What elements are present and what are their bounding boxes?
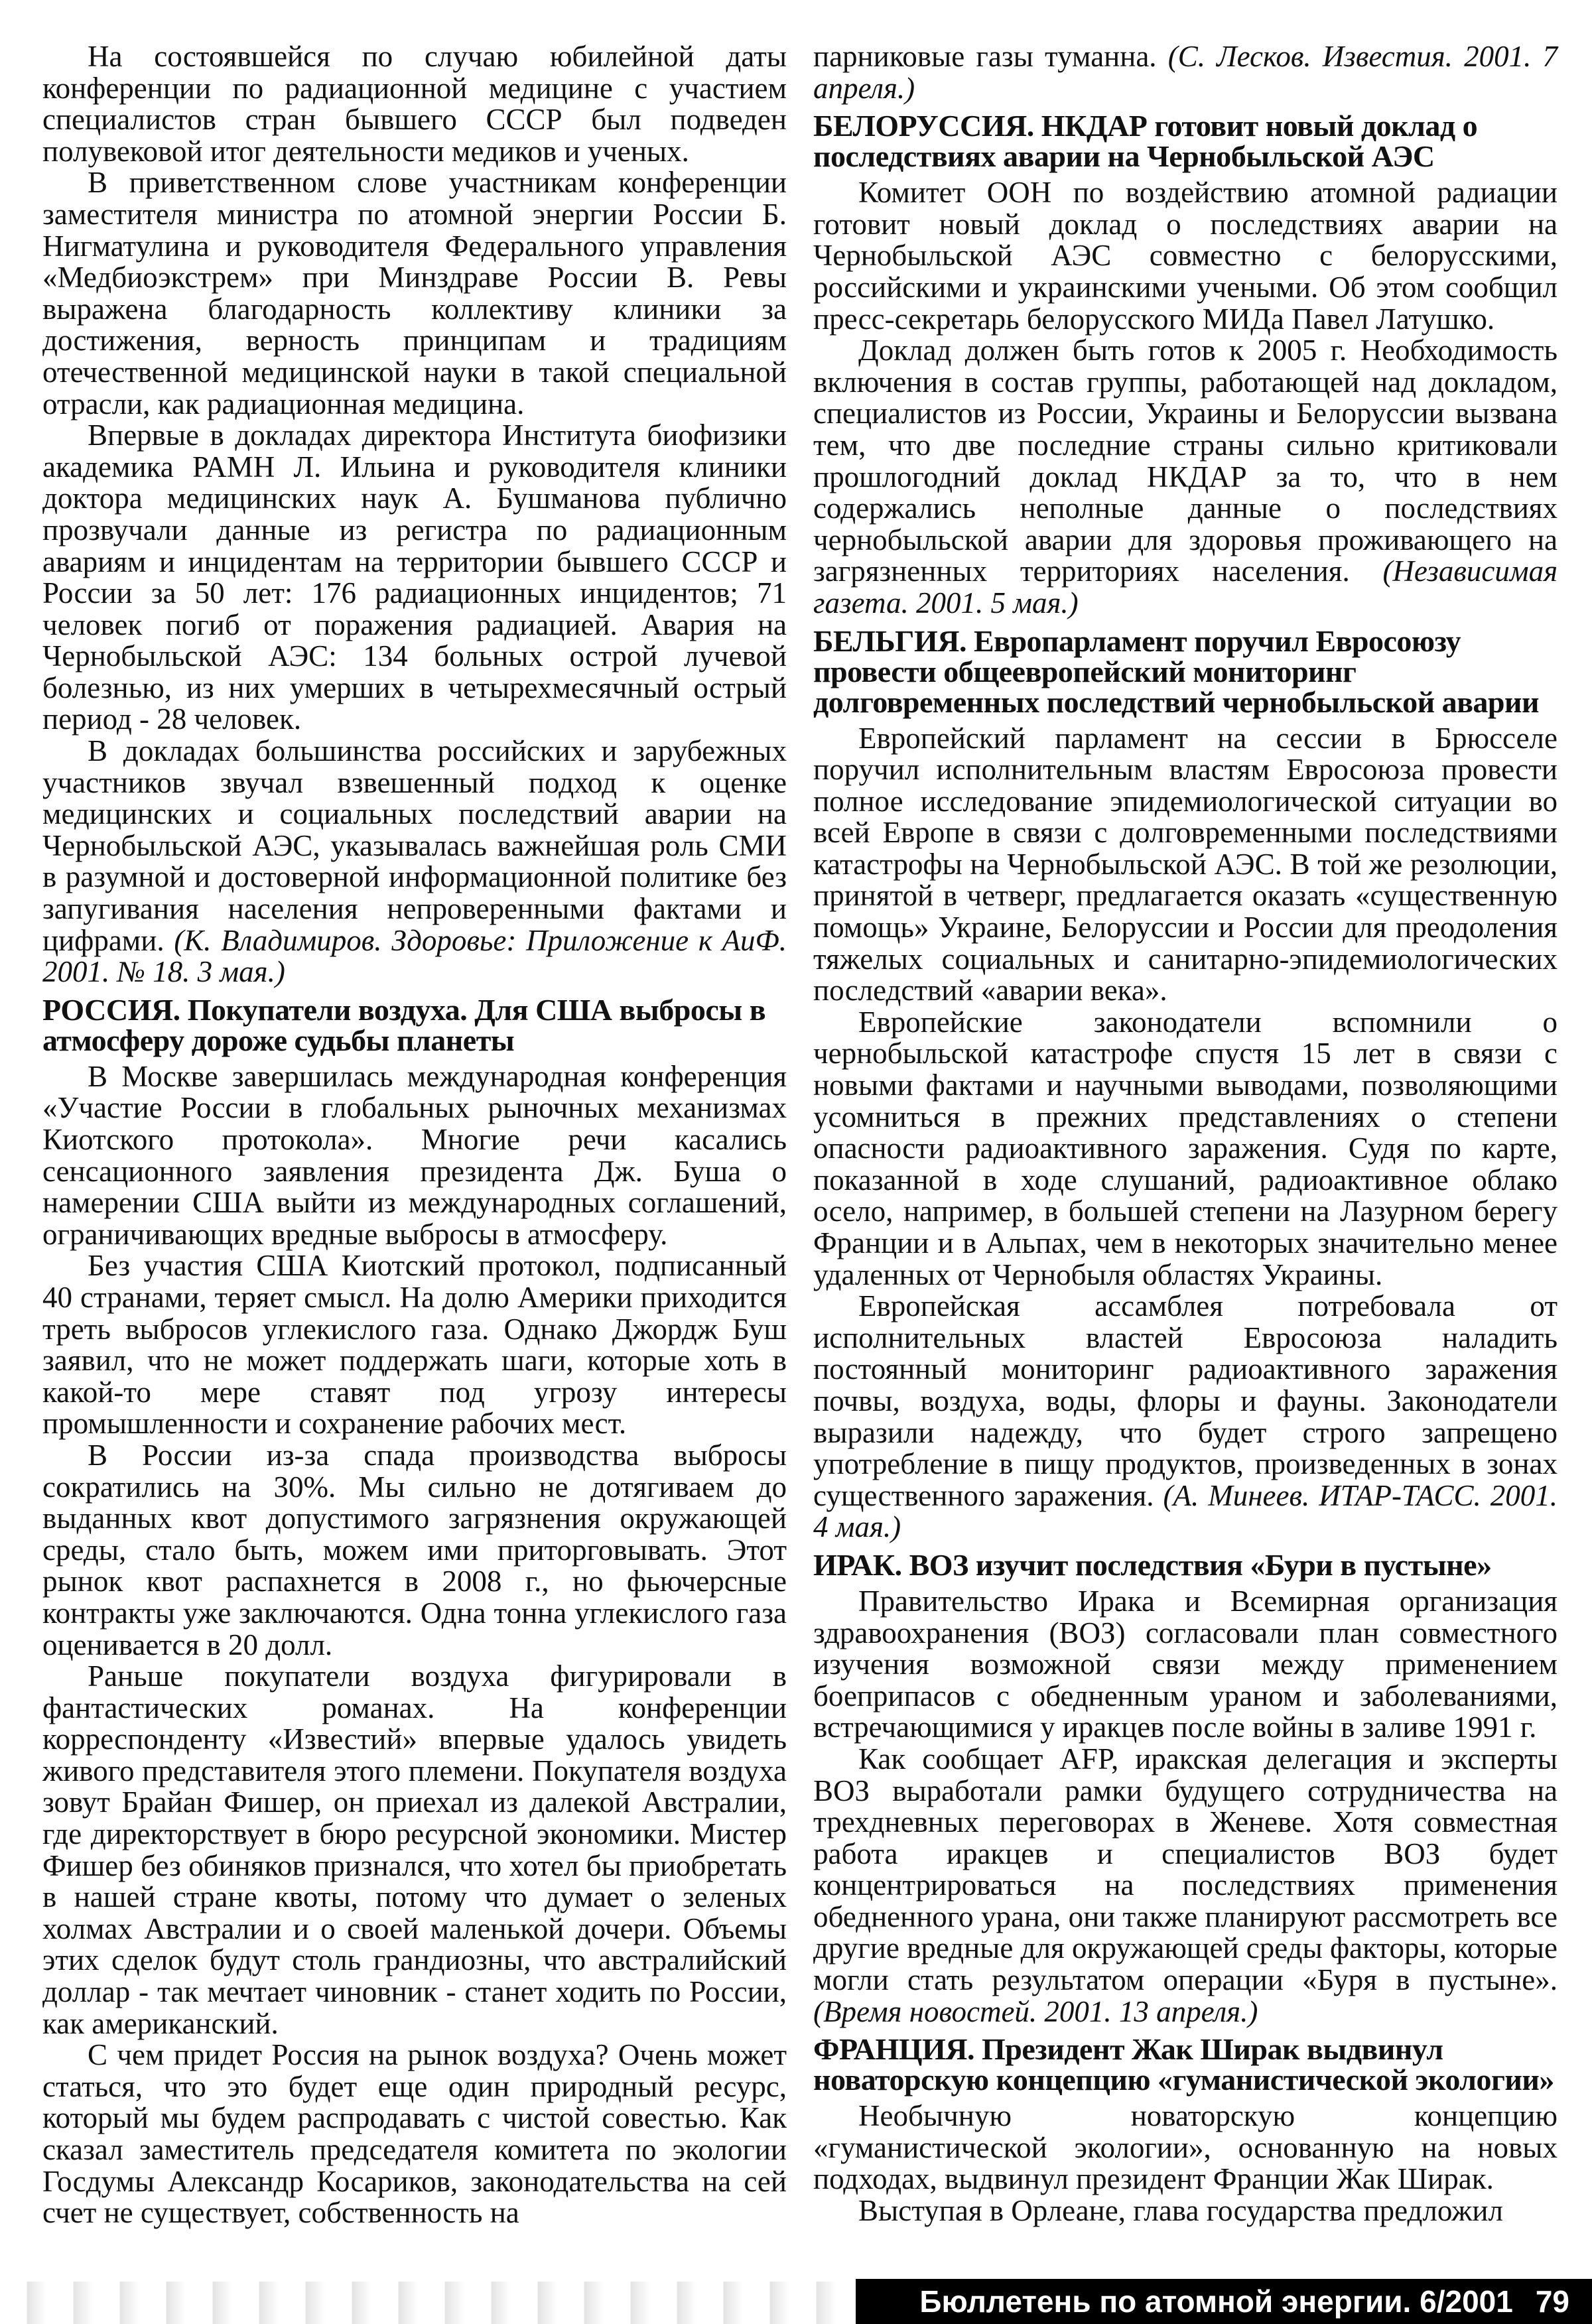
paragraph-text: парниковые газы туманна. [813,40,1157,73]
heading-text: ИРАК. ВОЗ изучит последствия «Бури в пустыне» [813,1547,1492,1582]
paragraph-text: Выступая в Орлеане, глава государства предложил [858,2194,1503,2228]
paragraph [42,1061,787,1251]
paragraph [813,2100,1558,2195]
paragraph-text: Комитет ООН по воздействию атомной радиации готовит новый доклад о последствиях аварии на Чернобыльской АЭС совместно с белорусскими, российскими и украинскими учеными. Об этом сообщил пресс-секретарь белорусского МИДа Павел Латушко. [813,176,1558,336]
scan-noise [0,2282,856,2324]
paragraph [813,335,1558,619]
paragraph [42,420,787,736]
paragraph-text: В приветственном слове участникам конференции заместителя министра по атомной энергии России Б. Нигматулина и руководителя Федерального управления «Медбиоэкстрем» при Минздраве России В. Ревы выражена благодарность коллективу клиники за достижения, верность принципам и традициям отечественной медицинской науки в такой специальной отрасли, как радиационная медицина. [42,166,787,420]
article-heading [813,1547,1558,1582]
paragraph-text: С чем придет Россия на рынок воздуха? Очень может статься, что это будет еще один природный ресурс, который мы будем распродавать с чистой совестью. Как сказал заместитель председателя комитета по экологии Госдумы Александр Косариков, законодательства на сей счет не существует, собственность на [42,2038,787,2230]
paragraph [813,1744,1558,2028]
heading-text: БЕЛЬГИЯ. Европарламент поручил Евросоюзу провести общеевропейский мониторинг долговременных последствий чернобыльской аварии [813,623,1539,719]
paragraph [813,1291,1558,1543]
article-heading [813,623,1558,719]
paragraph-text: Как сообщает AFP, иракская делегация и эксперты ВОЗ выработали рамки будущего сотрудничества на трехдневных переговорах в Женеве. Хотя совместная работа иракцев и специалистов ВОЗ будет концентрироваться на последствиях применения обедненного урана, они также планируют рассмотреть все другие вредные для окружающей среды факторы, которые могли стать результатом операции «Буря в пустыне». [813,1742,1558,1997]
paragraph [813,1007,1558,1291]
paragraph-text: Впервые в докладах директора Института биофизики академика РАМН Л. Ильина и руководителя клиники доктора медицинских наук А. Бушманова публично прозвучали данные из регистра по радиационным авариям и инцидентам на территории бывшего СССР и России за 50 лет: 176 радиационных инцидентов; 71 человек погиб от поражения радиацией. Авария на Чернобыльской АЭС: 134 больных острой лучевой болезнью, из них умерших в четырехмесячный острый период - 28 человек. [42,419,787,736]
paragraph [42,1250,787,1440]
paragraph [42,2039,787,2229]
paragraph [813,177,1558,335]
paragraph-text: Европейский парламент на сессии в Брюсселе поручил исполнительным властям Евросоюза провести полное исследование эпидемиологической ситуации во всей Европе в связи с долговременными последствиями катастрофы на Чернобыльской АЭС. В той же резолюции, принятой в четверг, предлагается оказать «существенную помощь» Украине, Белоруссии и России для преодоления тяжелых социальных и санитарно-эпидемиологических последствий «аварии века». [813,721,1558,1007]
footer-bar [856,2279,1592,2324]
paragraph [813,723,1558,1007]
article-heading [42,992,787,1057]
paragraph [42,1661,787,2039]
article-heading [813,2034,1558,2095]
paragraph [42,1440,787,1661]
paragraph-text: Необычную новаторскую концепцию «гуманистической экологии», основанную на новых подходах, выдвинул президент Франции Жак Ширак. [813,2099,1558,2196]
paragraph-text: В докладах большинства российских и зарубежных участников звучал взвешенный подход к оценке медицинских и социальных последствий аварии на Чернобыльской АЭС, указывалась важнейшая роль СМИ в разумной и достоверной информационной политике без запугивания населения непроверенными фактами и цифрами. [42,734,787,957]
heading-text: РОССИЯ. Покупатели воздуха. Для США выбросы в атмосферу дороже судьбы планеты [42,992,766,1057]
paragraph-text: На состоявшейся по случаю юбилейной даты конференции по радиационной медицине с участием специалистов стран бывшего СССР был подведен полувековой итог деятельности медиков и ученых. [42,40,787,168]
paragraph [42,167,787,420]
paragraph [42,41,787,167]
paragraph-text: В России из-за спада производства выбросы сократились на 30%. Мы сильно не дотягиваем до выданных квот допустимого загрязнения окружающей среды, стало быть, можем ими приторговывать. Этот рынок квот распахнется в 2008 г., но фьючерсные контракты уже заключаются. Одна тонна углекислого газа оценивается в 20 долл. [42,1438,787,1661]
source-citation: (К. Владимиров. Здоровье: Приложение к АиФ. 2001. № 18. 3 мая.) [42,923,787,989]
heading-text: БЕЛОРУССИЯ. НКДАР готовит новый доклад о последствиях аварии на Чернобыльской АЭС [813,109,1478,174]
paragraph-text: Правительство Ирака и Всемирная организация здравоохранения (ВОЗ) согласовали план совместного изучения возможной связи между применением боеприпасов с обедненным ураном и заболеваниями, встречающимися у иракцев после войны в заливе 1991 г. [813,1584,1558,1744]
right-column [813,41,1558,2227]
paragraph-text: Европейская ассамблея потребовала от исполнительных властей Евросоюза наладить постоянный мониторинг радиоактивного заражения почвы, воздуха, воды, флоры и фауны. Законодатели выразили надежду, что будет строго запрещено употребление в пищу продуктов, произведенных в зонах существенного заражения. [813,1289,1558,1512]
paragraph [813,41,1558,104]
paragraph-text: Без участия США Киотский протокол, подписанный 40 странами, теряет смысл. На долю Америки приходится треть выбросов углекислого газа. Однако Джордж Буш заявил, что не может поддержать шаги, которые хоть в какой-то мере ставят под угрозу интересы промышленности и сохранение рабочих мест. [42,1249,787,1441]
source-citation: (А. Минеев. ИТАР-ТАСС. 2001. 4 мая.) [813,1478,1558,1544]
paragraph-text: Доклад должен быть готов к 2005 г. Необходимость включения в состав группы, работающей над докладом, специалистов из России, Украины и Белоруссии вызвана тем, что две последние страны сильно критиковали прошлогодний доклад НКДАР за то, что в нем содержались неполные данные о последствиях чернобыльской аварии для здоровья проживающего на загрязненных территориях населения. [813,334,1558,588]
article-heading [813,111,1558,172]
paragraph [42,736,787,988]
page-number: 79 [1535,2284,1569,2319]
source-citation: (С. Лесков. Известия. 2001. 7 апреля.) [813,40,1558,105]
paragraph-text: В Москве завершилась международная конференция «Участие России в глобальных рыночных механизмах Киотского протокола». Многие речи касались сенсационного заявления президента Дж. Буша о намерении США выйти из международных соглашений, ограничивающих вредные выбросы в атмосферу. [42,1059,787,1251]
source-citation: (Время новостей. 2001. 13 апреля.) [813,1994,1258,2028]
paragraph-text: Раньше покупатели воздуха фигурировали в фантастических романах. На конференции корреспонденту «Известий» впервые удалось увидеть живого представителя этого племени. Покупателя воздуха зовут Брайан Фишер, он приехал из далекой Австралии, где директорствует в бюро ресурсной экономики. Мистер Фишер без обиняков признался, что хотел бы приобретать в нашей стране квоты, потому что думает о зеленых холмах Австралии и о своей маленькой дочери. Объемы этих сделок будут столь грандиозны, что австралийский доллар - так мечтает чиновник - станет ходить по России, как американский. [42,1659,787,2040]
source-citation: (Независимая газета. 2001. 5 мая.) [813,554,1558,619]
paragraph-text: Европейские законодатели вспомнили о чернобыльской катастрофе спустя 15 лет в связи с новыми фактами и научными выводами, позволяющими усомниться в прежних представлениях о степени опасности радиоактивного заражения. Судя по карте, показанной в ходе слушаний, радиоактивное облако осело, например, в большей степени на Лазурном берегу Франции и в Альпах, чем в некоторых значительно менее удаленных от Чернобыля областях Украины. [813,1005,1558,1291]
journal-title: Бюллетень по атомной энергии. 6/2001 [919,2284,1513,2319]
paragraph [813,1586,1558,1744]
left-column [42,41,787,2229]
heading-text: ФРАНЦИЯ. Президент Жак Ширак выдвинул новаторскую концепцию «гуманистической экологии» [813,2032,1554,2097]
paragraph [813,2195,1558,2227]
